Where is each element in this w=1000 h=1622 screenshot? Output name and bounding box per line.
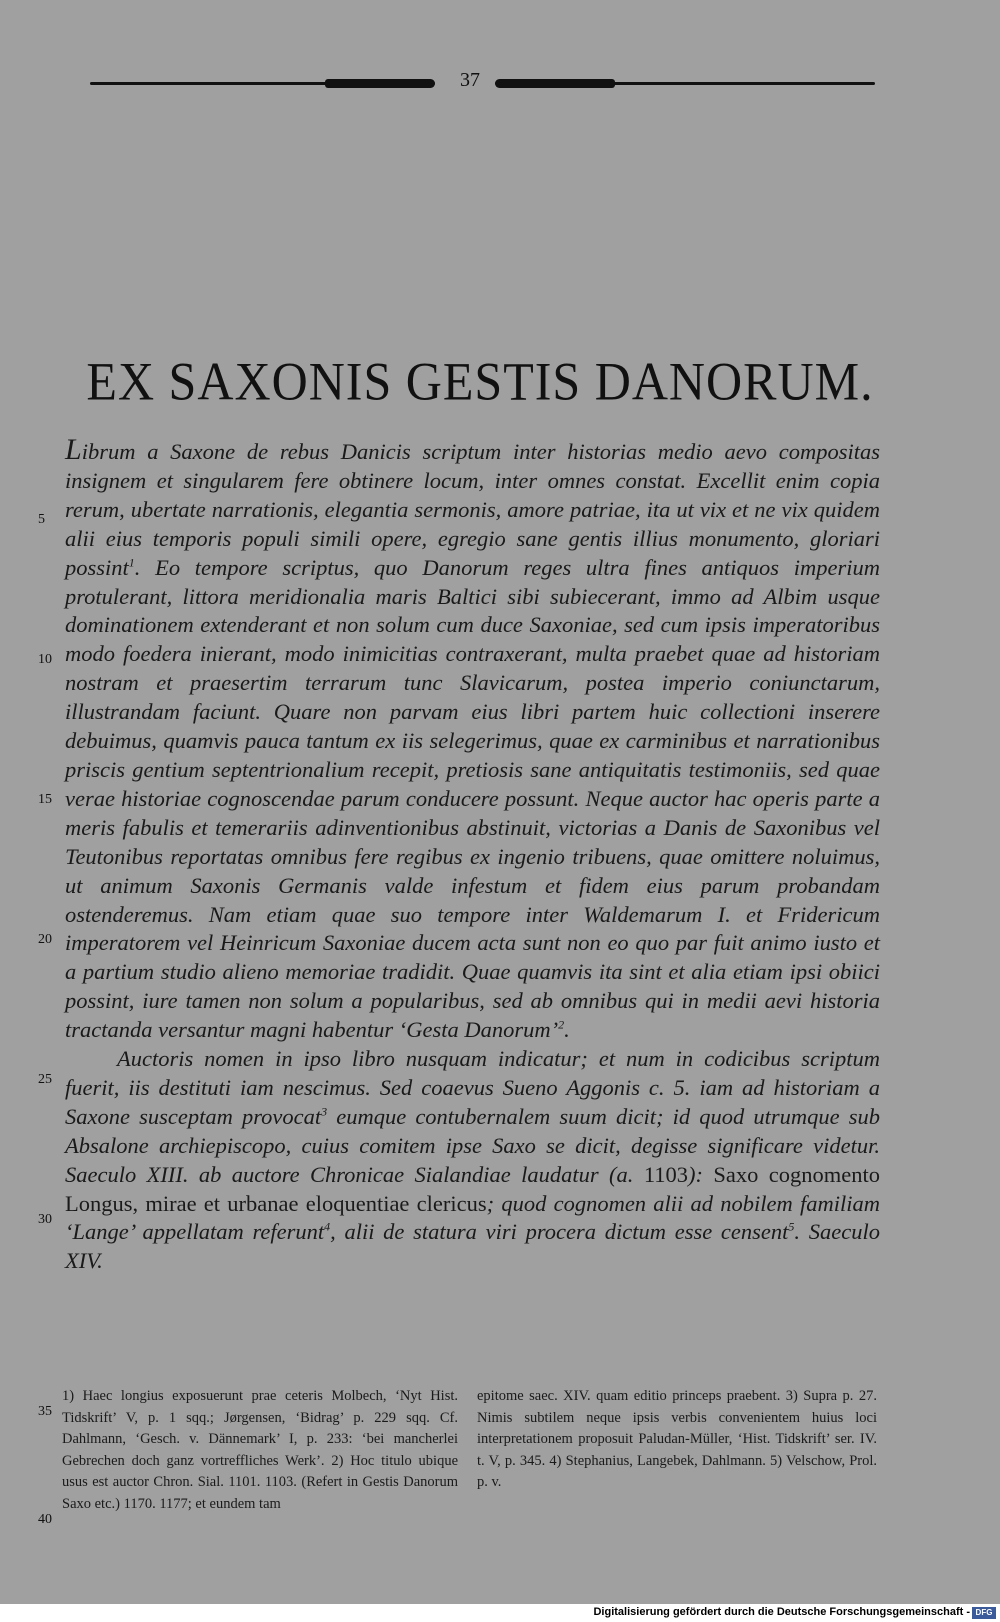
line-number-40: 40	[38, 1512, 52, 1527]
footnote-ref-5: 5	[788, 1219, 795, 1234]
paragraph-2-text-a: Auctoris nomen in ipso libro nusquam indicatur; et num in codicibus scriptum fuerit, iis destituti iam nescimus. Sed coaevus Sueno Aggonis c. 5. iam ad historiam a Saxone susceptam provocat	[65, 1046, 880, 1129]
paragraph-2-text-d: ; quod cognomen alii ad nobilem familiam ‘Lange’ appellatam referunt	[65, 1190, 880, 1245]
dfg-logo: DFG	[972, 1607, 996, 1619]
paragraph-1-text-b: . Eo tempore scriptus, quo Danorum reges ultra fines antiquos imperium protulerant, littora meridionalia maris Baltici sibi subiecerant, immo ad Albim usque dominationem extenderant et non solum cum duce Saxoniae, sed cum ipsis imperatoribus modo foedera inierant, modo inimicitias contraxerant, multa praebet quae ad historiam nostram et praesertim terrarum tunc Slavicarum, postea imperio coniunctarum, illustrandam faciunt. Quare non parvam eius libri partem huic collectioni inserere debuimus, quamvis pauca tantum ex iis selegerimus, quae ex carminibus et narrationibus priscis gentium septentrionalium recepit, pretiosis sane antiquitatis testimoniis, sed quae verae historiae cognoscendae parum conducere possunt. Neque auctor hac operis parte a meris fabulis et temerariis adinventionibus abstinuit, victorias a Danis de Saxonibus vel Teutonibus reportatas omnibus fere regibus ex ingenio tribuens, quae omittere noluimus, ut animum Saxonis Germanis valde infestum et fidem eius parum probandam ostenderemus. Nam etiam quae suo tempore inter Waldemarum I. et Fridericum imperatorem vel Heinricum Saxoniae ducem acta sunt non eo quo par fuit animo iusto et a partium studio alieno memoriae tradidit. Quae quamvis ita sint et alia etiam ipsi obiici possint, iure tamen non solum a popularibus, sed ab omnibus qui in medii aevi historia tractanda versantur magni habentur ‘Gesta Danorum’	[65, 554, 880, 1043]
line-number-30: 30	[38, 1212, 52, 1227]
paragraph-1-text-a: ibrum a Saxone de rebus Danicis scriptum inter historias medio aevo compositas insignem et singularem fere obtinere locum, inter omnes constat. Excellit enim copia rerum, ubertate narrationis, elegantia sermonis, amore patriae, ita ut vix et ne vix quidem alii eius temporis populi simili opere, egregio sane gentis illius monumento, gloriari possint	[65, 439, 880, 580]
chronicle-quote: Saxo cognomento Longus, mirae et urbanae eloquentiae clericus	[65, 1161, 880, 1216]
line-number-5: 5	[38, 512, 45, 527]
page-number: 37	[460, 69, 480, 91]
footnote-ref-1: 1	[128, 555, 135, 570]
footnote-ref-4: 4	[324, 1219, 331, 1234]
footnote-ref-3: 3	[321, 1104, 328, 1119]
paragraph-2-text-e: , alii de statura viri procera dictum esse censent	[330, 1219, 789, 1245]
footnotes-right-column	[477, 1386, 877, 1494]
page-title: EX SAXONIS GESTIS DANORUM.	[86, 350, 874, 412]
header-rule-left	[90, 82, 435, 85]
footnotes-left-column	[62, 1386, 458, 1516]
paragraph-1-text-c: .	[564, 1017, 570, 1043]
line-number-15: 15	[38, 792, 52, 807]
line-number-25: 25	[38, 1072, 52, 1087]
paragraph-2-text-b: eumque contubernalem suum dicit; id quod utrumque sub Absalone archiepiscopo, cuius comitem ipse Saxo se dicit, degisse significare videtur. Saeculo XIII. ab auctore Chronicae Sialandiae laudatur (a.	[65, 1103, 880, 1187]
line-number-20: 20	[38, 932, 52, 947]
line-number-35: 35	[38, 1404, 52, 1419]
paragraph-2-text-c: ):	[687, 1161, 714, 1187]
paragraph-2-text-f: . Saeculo XIV.	[65, 1219, 880, 1274]
footnotes-left-text: 1) Haec longius exposuerunt prae ceteris Molbech, ‘Nyt Hist. Tidskrift’ V, p. 1 sqq.; Jørgensen, ‘Bidrag’ p. 229 sqq. Cf. Dahlmann, ‘Gesch. v. Dännemark’ I, p. 233: ‘bei mancherlei Gebrechen doch ganz vortreffliches Werk’. 2) Hoc titulo ubique usus est auctor Chron. Sial. 1101. 1103. (Refert in Gestis Danorum Saxo etc.) 1170. 1177; et eundem tam	[62, 1388, 458, 1512]
paragraph-2	[65, 1045, 880, 1276]
body-text	[65, 433, 880, 1276]
paragraph-1	[65, 433, 880, 1045]
footnote-ref-2: 2	[558, 1017, 565, 1032]
year-1103: 1103	[643, 1161, 688, 1187]
line-number-10: 10	[38, 652, 52, 667]
drop-cap: L	[65, 433, 82, 466]
header-rule-right	[495, 82, 875, 85]
digitization-credit: Digitalisierung gefördert durch die Deutsche Forschungsgemeinschaft -	[593, 1606, 970, 1618]
footnotes-right-text: epitome saec. XIV. quam editio princeps praebent. 3) Supra p. 27. Nimis subtilem neque ipsis verbis convenientem huius loci interpretationem proposuit Paludan-Müller, ‘Hist. Tidskrift’ ser. IV. t. V, p. 345. 4) Stephanius, Langebek, Dahlmann. 5) Velschow, Prol. p. v.	[477, 1388, 877, 1491]
